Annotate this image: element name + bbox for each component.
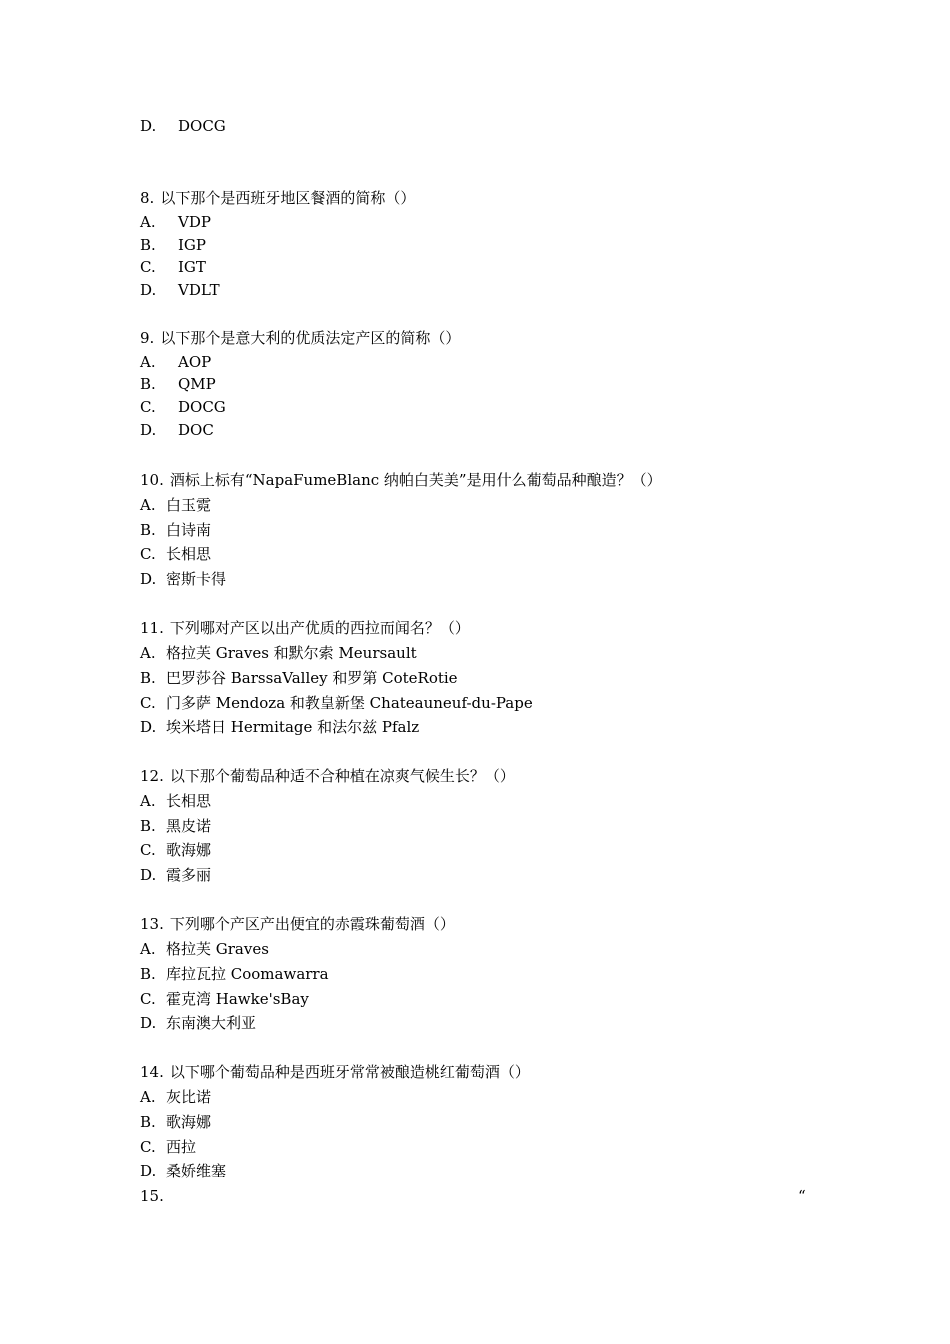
- option-row: [140, 791, 211, 811]
- question-heading: [140, 914, 455, 934]
- option-text: AOP: [178, 353, 212, 371]
- option-text: 库拉瓦拉 Coomawarra: [166, 965, 329, 983]
- option-label: C.: [140, 258, 156, 276]
- option-text: 西拉: [166, 1138, 197, 1156]
- option-text: 密斯卡得: [166, 570, 227, 588]
- option-text: 桑娇维塞: [166, 1162, 227, 1180]
- option-label: D.: [140, 718, 157, 736]
- option-label: C.: [140, 694, 156, 712]
- question-text: 下列哪对产区以出产优质的西拉而闻名？（）: [169, 619, 470, 637]
- option-label: D.: [140, 421, 157, 439]
- option-text: DOCG: [178, 117, 226, 135]
- option-label: B.: [140, 669, 156, 687]
- option-label: A.: [140, 792, 156, 810]
- question-heading: [140, 766, 515, 786]
- option-text: 歌海娜: [166, 841, 212, 859]
- question-number: 15.: [140, 1187, 164, 1205]
- option-row: [140, 374, 216, 394]
- option-text: 门多萨 Mendoza 和教皇新堡 Chateauneuf-du-Pape: [166, 694, 533, 712]
- option-row: [140, 212, 211, 232]
- question-heading: [140, 1186, 170, 1206]
- option-text: 格拉芙 Graves: [166, 940, 269, 958]
- question-heading: [140, 328, 460, 348]
- option-text: QMP: [178, 375, 216, 393]
- option-row: [140, 939, 269, 959]
- option-label: B.: [140, 817, 156, 835]
- option-text: IGP: [178, 236, 207, 254]
- question-number: 9.: [140, 329, 155, 347]
- option-label: D.: [140, 1162, 157, 1180]
- option-text: 白玉霓: [166, 496, 212, 514]
- option-text: IGT: [178, 258, 206, 276]
- option-row: [140, 964, 329, 984]
- option-label: A.: [140, 213, 156, 231]
- option-row: [140, 1013, 256, 1033]
- option-label: D.: [140, 281, 157, 299]
- option-label: A.: [140, 353, 156, 371]
- question-text: 以下哪个葡萄品种是西班牙常常被酿造桃红葡萄酒（）: [169, 1063, 530, 1081]
- question-heading: [140, 188, 415, 208]
- option-label: B.: [140, 236, 156, 254]
- option-text: 巴罗莎谷 BarssaValley 和罗第 CoteRotie: [166, 669, 458, 687]
- option-row: [140, 1087, 211, 1107]
- option-text: DOC: [178, 421, 214, 439]
- question-number: 11.: [140, 619, 164, 637]
- option-row: [140, 495, 211, 515]
- option-text: 霍克湾 Hawke'sBay: [166, 990, 309, 1008]
- option-label: C.: [140, 1138, 156, 1156]
- option-label: A.: [140, 940, 156, 958]
- option-label: C.: [140, 990, 156, 1008]
- option-row: [140, 569, 226, 589]
- option-label: D.: [140, 1014, 157, 1032]
- option-text: 霞多丽: [166, 866, 212, 884]
- option-text: DOCG: [178, 398, 226, 416]
- option-row: [140, 643, 417, 663]
- question-number: 13.: [140, 915, 164, 933]
- option-row: [140, 116, 226, 136]
- option-row: [140, 840, 211, 860]
- question-number: 12.: [140, 767, 164, 785]
- option-text: 灰比诺: [166, 1088, 212, 1106]
- option-row: [140, 544, 211, 564]
- option-row: [140, 520, 211, 540]
- option-label: C.: [140, 398, 156, 416]
- option-label: A.: [140, 1088, 156, 1106]
- option-row: [140, 717, 419, 737]
- question-text: 以下那个是西班牙地区餐酒的简称（）: [160, 189, 416, 207]
- option-row: [140, 816, 211, 836]
- option-label: D.: [140, 866, 157, 884]
- option-row: [140, 280, 220, 300]
- option-row: [140, 420, 214, 440]
- question-heading: [140, 470, 662, 490]
- option-text: 黑皮诺: [166, 817, 212, 835]
- option-row: [140, 668, 458, 688]
- option-row: [140, 1161, 226, 1181]
- stray-quote-mark: “: [798, 1187, 806, 1205]
- option-row: [140, 352, 211, 372]
- question-heading: [140, 618, 470, 638]
- option-text: 长相思: [166, 792, 212, 810]
- option-row: [140, 693, 533, 713]
- option-text: 格拉芙 Graves 和默尔索 Meursault: [166, 644, 417, 662]
- option-label: C.: [140, 841, 156, 859]
- option-label: B.: [140, 375, 156, 393]
- option-row: [140, 397, 226, 417]
- option-label: D.: [140, 117, 157, 135]
- question-heading: [140, 1062, 530, 1082]
- option-row: [140, 1137, 196, 1157]
- option-text: 埃米塔日 Hermitage 和法尔兹 Pfalz: [166, 718, 420, 736]
- option-row: [140, 865, 211, 885]
- option-row: [140, 989, 309, 1009]
- question-text: 以下那个葡萄品种适不合种植在凉爽气候生长？（）: [169, 767, 515, 785]
- question-text: 以下那个是意大利的优质法定产区的简称（）: [160, 329, 461, 347]
- option-text: 歌海娜: [166, 1113, 212, 1131]
- option-row: [140, 1112, 211, 1132]
- option-row: [140, 235, 206, 255]
- option-label: A.: [140, 496, 156, 514]
- option-label: D.: [140, 570, 157, 588]
- question-number: 10.: [140, 471, 164, 489]
- question-number: 8.: [140, 189, 155, 207]
- option-text: 白诗南: [166, 521, 212, 539]
- option-label: A.: [140, 644, 156, 662]
- question-number: 14.: [140, 1063, 164, 1081]
- option-label: B.: [140, 521, 156, 539]
- option-label: C.: [140, 545, 156, 563]
- option-label: B.: [140, 1113, 156, 1131]
- option-label: B.: [140, 965, 156, 983]
- option-text: VDLT: [178, 281, 220, 299]
- question-text: 酒标上标有“NapaFumeBlanc 纳帕白芙美”是用什么葡萄品种酿造？（）: [169, 471, 662, 489]
- option-text: 长相思: [166, 545, 212, 563]
- question-text: 下列哪个产区产出便宜的赤霞珠葡萄酒（）: [169, 915, 455, 933]
- option-row: [140, 257, 206, 277]
- option-text: 东南澳大利亚: [166, 1014, 257, 1032]
- option-text: VDP: [178, 213, 211, 231]
